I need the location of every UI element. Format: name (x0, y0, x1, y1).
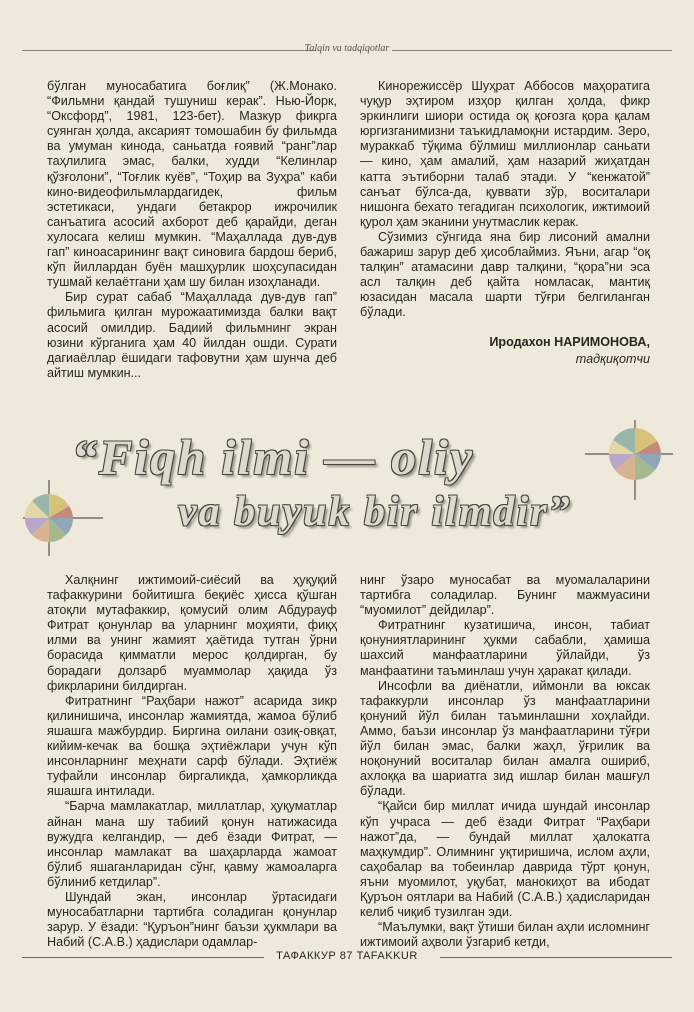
article-bottom-right-column (360, 573, 650, 950)
paragraph: Кинорежиссёр Шуҳрат Аббосов маҳоратига чуқур эҳтиром изҳор қилган ҳолда, фикр эркинлиги шиори остида оқ қоғозга қора қалам юргизганимизни таъкидламоқни истардим. Зеро, мураккаб тўқима бўлмиш миллионлар саньати — кино, ҳам амалий, ҳам назарий жиҳатдан катта эътиборни талаб этади. У “кенжатой” санъат бўлса-да, қуввати зўр, воситалари нишонга бехато тегадиган психологик, ижтимоий қурол ҳам эканини унутмаслик керак. (360, 79, 650, 229)
paragraph: нинг ўзаро муносабат ва муомалаларини тартибга соладилар. Бунинг мажмуасини “муомилот” дейдилар”. (360, 573, 650, 618)
running-header (0, 40, 694, 60)
paragraph: Инсофли ва диёнатли, иймонли ва юксак тафаккурли инсонлар ўз манфаатларини қонуний йўл билан таъминлашни хоҳлайди. Аммо, баъзи инсонлар ўз манфаатларини тўғри йўл билан эмас, балки жаҳл, ўғрилик ва ноқонуний воситалар билан амалга ошириб, ахлоққа ва шариатга зид ишлар билан машғул бўлади. (360, 678, 650, 799)
page-footer (0, 948, 694, 968)
footer-page-number: ТАФАККУР 87 TAFAKKUR (276, 950, 418, 962)
color-wheel-emblem-icon (585, 420, 673, 505)
paragraph: бўлган муносабатига боғлиқ” (Ж.Монако. “Фильмни қандай тушуниш керак”. Нью-Йорк, “Оксфорд”, 1981, 123-бет). Мазкур фикрга суянган ҳолда, аксарият томошабин бу фильмда ва умуман кинода, саньатда ғоявий “ранг”лар таҳлилига эмас, балки, худди “Келинлар қўзғолони”, “Тоғлик куёв”, “Тоҳир ва Зуҳра” каби кино-видеофильмлардагидек, фильм эстетикаси, ундаги бетакрор ижрочилик санъатига асосий ахборот деб қарайди, деган хулосага келиш мумкин. “Маҳаллада дув-дув гап” киноасарининг вақт синовига бардош бериб, кўп йиллардан буён машҳурлик шоҳсупасидан тушмай келаётгани ҳам шу билан изоҳланади. (47, 79, 337, 290)
paragraph: “Барча мамлакатлар, миллатлар, ҳуқуматлар айнан мана шу табиий қонун натижасида вужудга келгандир, — деб ёзади Фитрат, — инсонлар мамлакат ва шаҳарларда жамоат бўлиб яшаганларидан сўнг, қавму жамоаларга бўлиниб кетдилар”. (47, 799, 337, 889)
article-top-left-column (47, 79, 337, 381)
color-wheel-emblem-icon (23, 480, 103, 561)
article-top-right-column (360, 79, 650, 367)
author-role: тадқиқотчи (575, 351, 650, 366)
article-title-banner (0, 410, 694, 560)
paragraph: “Қайси бир миллат ичида шундай инсонлар кўп учраса — деб ёзади Фитрат “Раҳбари нажот”да, — бундай миллат ҳалокатга маҳкумдир”. Олимнинг уқтиришича, ислом аҳли, саҳобалар ва тобеинлар даврида тўрт қонун, яъни муомилот, уқубат, манокиҳот ва ибодат Қуръон оятлари ва Набий (С.А.В.) ҳадисларидан келиб чиқиб тузилган эди. (360, 799, 650, 920)
header-rule-right (392, 50, 672, 51)
paragraph: Фитратнинг “Раҳбари нажот” асарида зикр қилинишича, инсонлар жамиятда, жамоа бўлиб яшашга мажбурдир. Биргина оилани озиқ-овқат, кийим-кечак ва бошқа эҳтиёжлари учун кўп инсонларнинг меҳнати сарф бўлади. Эҳтиёж туфайли инсонлар биргаликда, ҳамкорликда яшашга интилади. (47, 693, 337, 799)
header-title: Talqin va tadqiqotlar (304, 43, 390, 54)
paragraph: Халқнинг ижтимоий-сиёсий ва ҳуқуқий тафаккурини бойитишга беқиёс ҳисса қўшган атоқли мутафаккир, қомусий олим Абдурауф Фитрат қонунлар ва уларнинг моҳияти, фиқҳ илми ва унинг жамият ҳаётида тутган ўрни борасида қимматли мерос қолдирган, бу борадаги долзарб муаммолар ҳақида ўз фикрларини билдирган. (47, 573, 337, 693)
paragraph: “Маълумки, вақт ўтиши билан аҳли исломнинг ижтимоий аҳволи ўзгариб кетди, (360, 920, 650, 950)
paragraph: Фитратнинг кузатишича, инсон, табиат қонуниятларининг ҳукми сабабли, ҳамиша шахсий манфаатларини ўйлайди, ўз манфаатини таъминлаш учун ҳаракат қилади. (360, 618, 650, 678)
footer-rule-right (440, 957, 672, 958)
banner-title-line-2: va buyuk bir ilmdir” (178, 489, 572, 535)
paragraph: Бир сурат сабаб “Маҳаллада дув-дув гап” фильмига қилган мурожаатимизда балки вақт асосий омилдир. Бадиий фильмнинг экран юзини кўрганига ҳам 40 йилдан ошди. Сурати дагиаёллар ёшидаги тафовутни ҳам шунча деб айтиш мумкин... (47, 290, 337, 380)
article-bottom-left-column (47, 573, 337, 950)
paragraph: Сўзимиз сўнгида яна бир лисоний амални бажариш зарур деб ҳисоблаймиз. Яъни, агар “оқ талқин” атамасини давр талқини, “қора”ни эса асл талқин деб қайта номласак, мантиқ юзасидан масала шарти тўғри белгиланган бўлади. (360, 229, 650, 320)
paragraph: Шундай экан, инсонлар ўртасидаги муносабатларни тартибга соладиган қонунлар зарур. У ёзади: “Қуръон”нинг баъзи ҳукмлари ва Набий (С.А.В.) ҳадислари одамлар- (47, 889, 337, 950)
author-name: Иродахон НАРИМОНОВА, (489, 334, 650, 349)
banner-title-line-1: “Fiqh ilmi — oliy (72, 429, 475, 485)
